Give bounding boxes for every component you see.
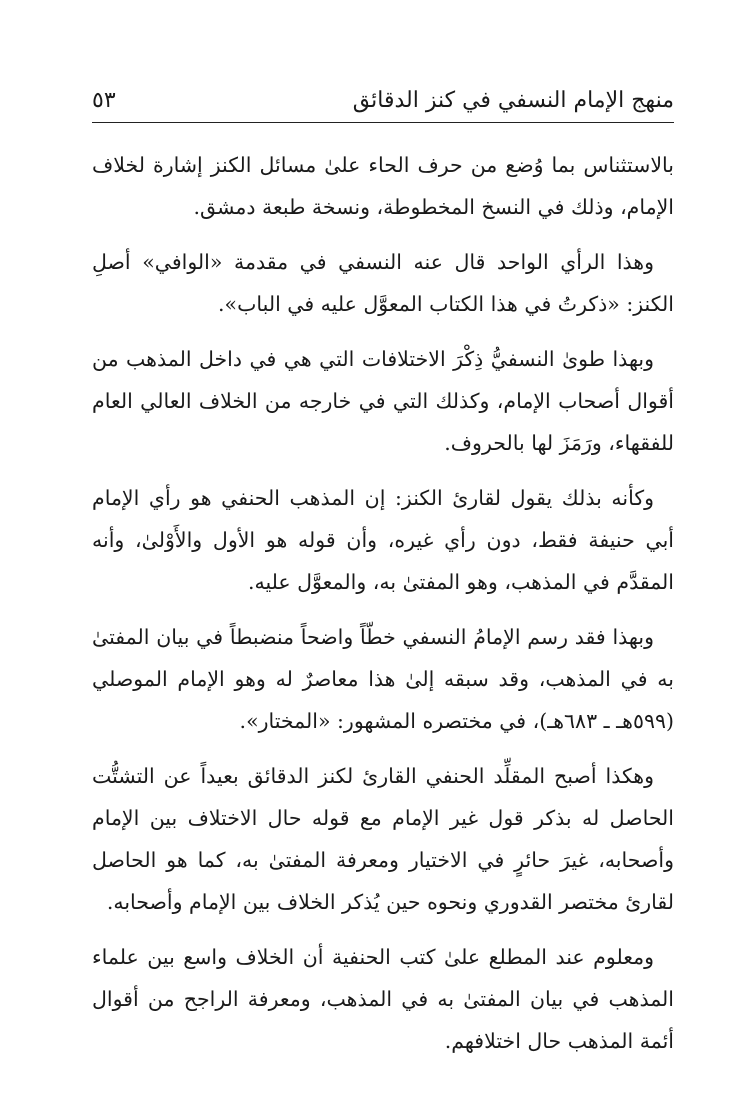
paragraph-3: وبهذا طوىٰ النسفيُّ ذِكْرَ الاختلافات التي هي في داخل المذهب من أقوال أصحاب الإمام، وكذلك التي في خارجه من الخلاف العالي العام للفقهاء، ورَمَزَ لها بالحروف. [92, 347, 674, 455]
paragraph-5: وبهذا فقد رسم الإمامُ النسفي خطّاً واضحاً منضبطاً في بيان المفتىٰ به في المذهب، وقد سبقه إلىٰ هذا معاصرٌ له وهو الإمام الموصلي (٥٩٩هـ ـ ٦٨٣هـ)، في مختصره المشهور: «المختار». [92, 625, 674, 733]
paragraph-4: وكأنه بذلك يقول لقارئ الكنز: إن المذهب الحنفي هو رأي الإمام أبي حنيفة فقط، دون رأي غيره، وأن قوله هو الأول والأَوْلىٰ، وأنه المقدَّم في المذهب، وهو المفتىٰ به، والمعوَّل عليه. [92, 486, 674, 594]
page-number: ٥٣ [92, 88, 116, 113]
running-title: منهج الإمام النسفي في كنز الدقائق [352, 88, 674, 113]
paragraph-1: بالاستثناس بما وُضع من حرف الحاء علىٰ مسائل الكنز إشارة لخلاف الإمام، وذلك في النسخ المخطوطة، ونسخة طبعة دمشق. [92, 153, 674, 219]
paragraph-6: وهكذا أصبح المقلِّد الحنفي القارئ لكنز الدقائق بعيداً عن التشتُّت الحاصل له بذكر قول غير الإمام مع قوله حال الاختلاف بين الإمام وأصحابه، غيرَ حائرٍ في الاختيار ومعرفة المفتىٰ به، كما هو الحاصل لقارئ مختصر القدوري ونحوه حين يُذكر الخلاف بين الإمام وأصحابه. [92, 764, 674, 914]
header-rule [92, 122, 674, 123]
paragraph-2: وهذا الرأي الواحد قال عنه النسفي في مقدمة «الوافي» أصلِ الكنز: «ذكرتُ في هذا الكتاب المعوَّل عليه في الباب». [92, 250, 674, 316]
paragraph-7: ومعلوم عند المطلع علىٰ كتب الحنفية أن الخلاف واسع بين علماء المذهب في بيان المفتىٰ به في المذهب، ومعرفة الراجح من أقوال أئمة المذهب حال اختلافهم. [92, 945, 674, 1053]
page-header [92, 84, 674, 122]
body-text [92, 144, 674, 1075]
